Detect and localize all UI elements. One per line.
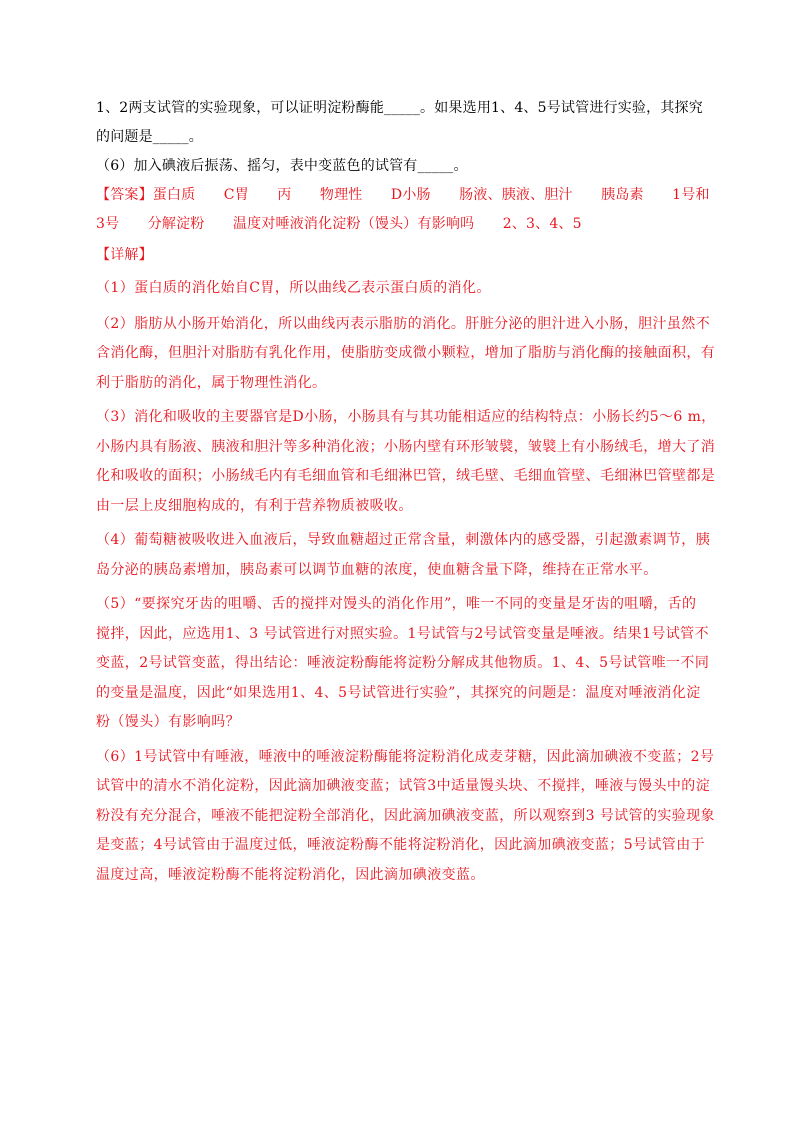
question-line-1: 1、2两支试管的实验现象，可以证明淀粉酶能_____。如果选用1、4、5号试管进行实验，其探究 xyxy=(96,100,703,116)
detail-p6-line-3: 粉没有充分混合，唾液不能把淀粉全部消化，因此滴加碘液变蓝，所以观察到3 号试管的实验现象 xyxy=(96,807,715,824)
detail-p3-line-4: 由一层上皮细胞构成的，有利于营养物质被吸收。 xyxy=(96,497,413,514)
detail-heading: 【详解】 xyxy=(96,247,153,263)
detail-p6-line-2: 试管中的清水不消化淀粉，因此滴加碘液变蓝；试管3中适量馒头块、不搅拌，唾液与馒头中的淀 xyxy=(96,778,711,794)
answer-block xyxy=(96,181,708,239)
detail-p2-line-2: 含消化酶，但胆汁对脂肪有乳化作用，使脂肪变成微小颗粒，增加了脂肪与消化酶的接触面积，有 xyxy=(96,345,716,361)
detail-p4-line-1: （4）葡萄糖被吸收进入血液后，导致血糖超过正常含量，刺激体内的感受器，引起激素调节，胰 xyxy=(96,532,711,548)
detail-p6-line-1: （6）1号试管中有唾液，唾液中的唾液淀粉酶能将淀粉消化成麦芽糖，因此滴加碘液不变蓝；2号 xyxy=(96,748,715,765)
question-block xyxy=(96,94,708,181)
detail-block xyxy=(96,241,716,890)
detail-p6-line-4: 是变蓝；4号试管由于温度过低，唾液淀粉酶不能将淀粉消化，因此滴加碘液变蓝；5号试管由于 xyxy=(96,837,706,853)
detail-p6-line-5: 温度过高，唾液淀粉酶不能将淀粉消化，因此滴加碘液变蓝。 xyxy=(96,866,485,883)
detail-p5-line-3: 变蓝，2号试管变蓝，得出结论：唾液淀粉酶能将淀粉分解成其他物质。1、4、5号试管唯一不同 xyxy=(96,655,710,671)
detail-p3-line-3: 化和吸收的面积；小肠绒毛内有毛细血管和毛细淋巴管，绒毛壁、毛细血管壁、毛细淋巴管壁都是 xyxy=(96,468,716,484)
detail-paragraph-5 xyxy=(96,590,708,738)
detail-paragraph-4 xyxy=(96,526,711,585)
detail-p1-line: （1）蛋白质的消化始自C胃，所以曲线乙表示蛋白质的消化。 xyxy=(96,280,491,296)
detail-p2-line-3: 利于脂肪的消化，属于物理性消化。 xyxy=(96,374,327,391)
detail-paragraph-2 xyxy=(96,310,716,399)
detail-p5-line-4: 的变量是温度，因此“如果选用1、4、5号试管进行实验”，其探究的问题是：温度对唾液消化淀 xyxy=(96,684,701,701)
detail-paragraph-1 xyxy=(96,274,708,304)
question-line-2: 的问题是_____。 xyxy=(96,129,203,145)
detail-p5-line-1: （5）“要探究牙齿的咀嚼、舌的搅拌对馒头的消化作用”，唯一不同的变量是牙齿的咀嚼，舌的 xyxy=(96,596,697,612)
detail-p5-line-5: 粉（馒头）有影响吗？ xyxy=(96,714,240,730)
answer-line-2: 3号 分解淀粉 温度对唾液消化淀粉（馒头）有影响吗 2、3、4、5 xyxy=(96,216,582,232)
detail-paragraph-6 xyxy=(96,743,715,891)
detail-p3-line-2: 小肠内具有肠液、胰液和胆汁等多种消化液；小肠内壁有环形皱襞，皱襞上有小肠绒毛，增大了消 xyxy=(96,438,716,455)
detail-p5-line-2: 搅拌，因此，应选用1、3 号试管进行对照实验。1号试管与2号试管变量是唾液。结果1号试管不 xyxy=(96,625,709,642)
detail-p4-line-2: 岛分泌的胰岛素增加，胰岛素可以调节血糖的浓度，使血糖含量下降，维持在正常水平。 xyxy=(96,561,658,578)
detail-p3-line-1: （3）消化和吸收的主要器官是D小肠，小肠具有与其功能相适应的结构特点：小肠长约5～6 m， xyxy=(96,409,716,425)
document-page xyxy=(96,94,716,894)
question-line-3: （6）加入碘液后振荡、摇匀，表中变蓝色的试管有_____。 xyxy=(96,158,468,174)
detail-paragraph-3 xyxy=(96,403,716,521)
detail-p2-line-1: （2）脂肪从小肠开始消化，所以曲线丙表示脂肪的消化。肝脏分泌的胆汁进入小肠，胆汁虽然不 xyxy=(96,315,711,332)
answer-line-1: 【答案】蛋白质 C胃 丙 物理性 D小肠 肠液、胰液、胆汁 胰岛素 1号和 xyxy=(96,187,710,203)
